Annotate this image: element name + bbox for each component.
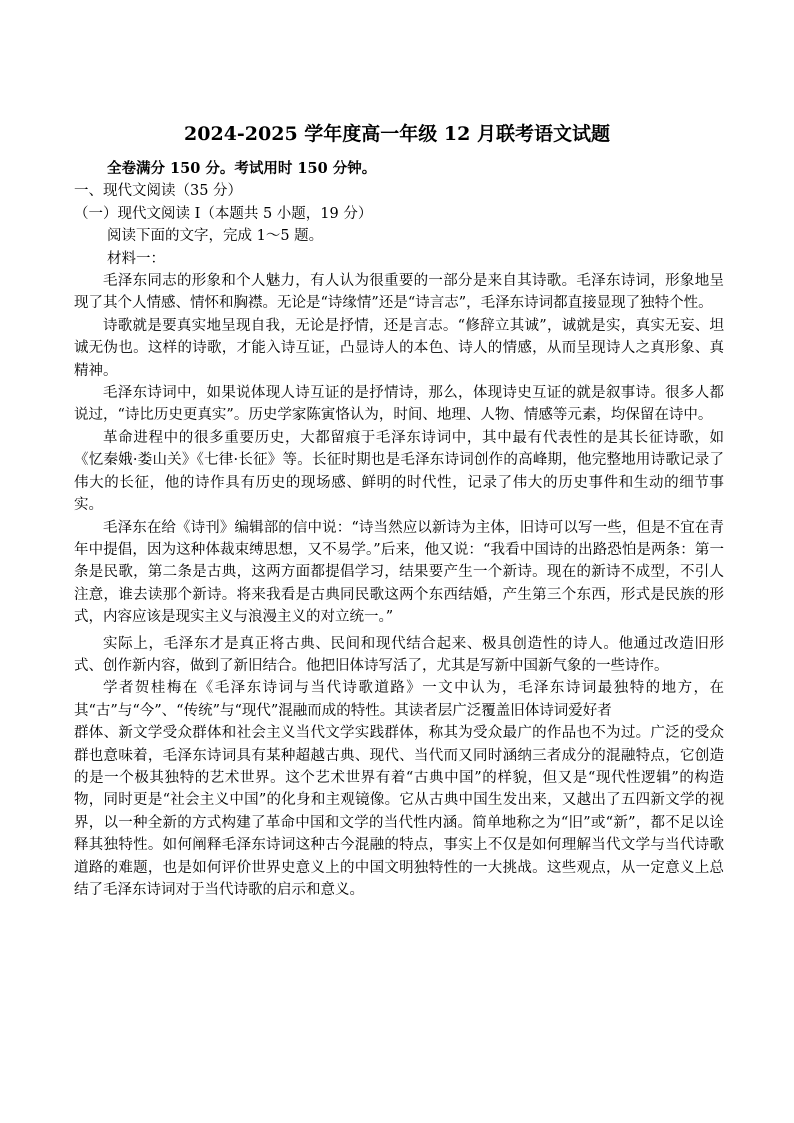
- paragraph-7-continuation: 群体、新文学受众群体和社会主义当代文学实践群体，称其为受众最广的作品也不为过。广泛的受众群也意味着，毛泽东诗词具有某种超越古典、现代、当代而又同时涵纳三者成分的混融特点，它创造的是一个极其独特的艺术世界。这个艺术世界有着“古典中国”的样貌，但又是“现代性逻辑”的构造物，同时更是“社会主义中国”的化身和主观镜像。它从古典中国生发出来，又越出了五四新文学的视界，以一种全新的方式构建了革命中国和文学的当代性内涵。简单地称之为“旧”或“新”，都不足以诠释其独特性。如何阐释毛泽东诗词这种古今混融的特点，事实上不仅是如何理解当代文学与当代诗歌道路的难题，也是如何评价世界史意义上的中国文明独特性的一大挑战。这些观点，从一定意义上总结了毛泽东诗词对于当代诗歌的启示和意义。: [74, 725, 724, 898]
- reading-instruction: 阅读下面的文字，完成 1～5 题。: [107, 228, 324, 245]
- paragraph-2: 诗歌就是要真实地呈现自我，无论是抒情，还是言志。“修辞立其诚”，诚就是实，真实无妄、坦诚无伪也。这样的诗歌，才能入诗互证，凸显诗人的本色、诗人的情感，从而呈现诗人之真形象、真精神。: [74, 317, 724, 379]
- paragraph-5: 毛泽东在给《诗刊》编辑部的信中说：“诗当然应以新诗为主体，旧诗可以写一些，但是不宜在青年中提倡，因为这种体裁束缚思想，又不易学。”后来，他又说：“我看中国诗的出路恐怕是两条：第一条是民歌，第二条是古典，这两方面都提倡学习，结果要产生一个新诗。现在的新诗不成型，不引人注意，谁去读那个新诗。将来我看是古典同民歌这两个东西结婚，产生第三个东西，形式是民族的形式，内容应该是现实主义与浪漫主义的对立统一。”: [74, 519, 724, 626]
- section-heading: 一、现代文阅读（35 分）: [74, 183, 243, 200]
- exam-note: 全卷满分 150 分。考试用时 150 分钟。: [107, 160, 377, 177]
- page-title: 2024-2025 学年度高一年级 12 月联考语文试题: [184, 123, 610, 145]
- paragraph-7: 学者贺桂梅在《毛泽东诗词与当代诗歌道路》一文中认为，毛泽东诗词最独特的地方，在其“古”与“今”、“传统”与“现代”混融而成的特性。其读者层广泛覆盖旧体诗词爱好者: [74, 680, 724, 719]
- paragraph-4: 革命进程中的很多重要历史，大都留痕于毛泽东诗词中，其中最有代表性的是其长征诗歌，如《忆秦娥·娄山关》《七律·长征》等。长征时期也是毛泽东诗词创作的高峰期，他完整地用诗歌记录了伟大的长征，他的诗作具有历史的现场感、鲜明的时代性，记录了伟大的历史事件和生动的细节事实。: [74, 429, 724, 514]
- paragraph-6: 实际上，毛泽东才是真正将古典、民间和现代结合起来、极具创造性的诗人。他通过改造旧形式、创作新内容，做到了新旧结合。他把旧体诗写活了，尤其是写新中国新气象的一些诗作。: [74, 635, 724, 674]
- document-body: [74, 158, 724, 901]
- subsection-heading: （一）现代文阅读 I（本题共 5 小题，19 分）: [74, 205, 373, 222]
- paragraph-1: 毛泽东同志的形象和个人魅力，有人认为很重要的一部分是来自其诗歌。毛泽东诗词，形象地呈现了其个人情感、情怀和胸襟。无论是“诗缘情”还是“诗言志”，毛泽东诗词都直接显现了独特个性。: [74, 273, 724, 312]
- material-label: 材料一：: [107, 250, 165, 267]
- paragraph-3: 毛泽东诗词中，如果说体现人诗互证的是抒情诗，那么，体现诗史互证的就是叙事诗。很多人都说过，“诗比历史更真实”。历史学家陈寅恪认为，时间、地理、人物、情感等元素，均保留在诗中。: [74, 385, 724, 424]
